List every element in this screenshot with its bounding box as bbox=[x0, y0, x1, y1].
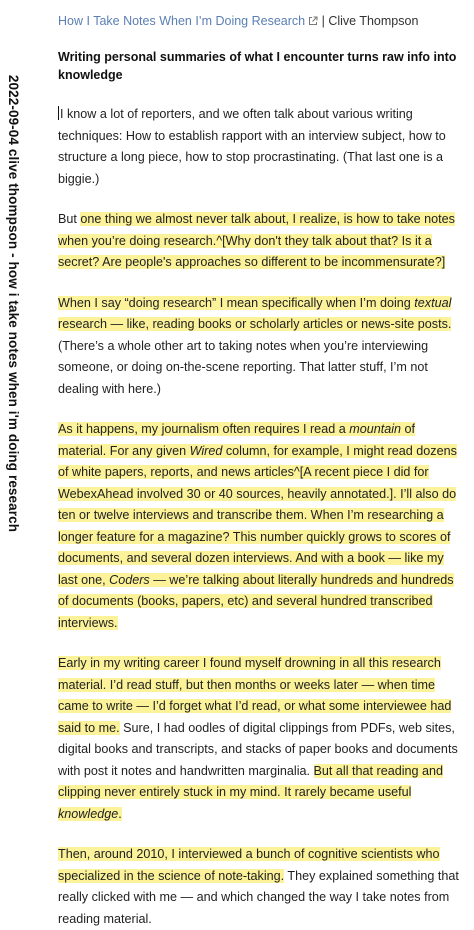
vertical-title-text: 2022-09-04 clive thompson - how i take notes when i'm doing research bbox=[6, 74, 22, 533]
highlight-text: — we’re talking about literally hundreds and hundreds of documents (books, papers, etc) and several hundred transcribed interviews. bbox=[58, 572, 454, 630]
highlight-text: research — like, reading books or scholarly articles or news-site posts. bbox=[58, 317, 452, 331]
paragraph-3 bbox=[58, 293, 464, 401]
paragraph-1 bbox=[58, 104, 464, 190]
emphasis-text: textual bbox=[414, 295, 452, 310]
paragraph-4 bbox=[58, 419, 464, 634]
paragraph-6-text: They explained something that really clicked with me — and which changed the way I take notes from reading material. bbox=[58, 868, 459, 926]
highlight: Then, around 2010, I interviewed a bunch of cognitive scientists who specialized in the science of note-taking. bbox=[58, 847, 440, 883]
highlight-text: of material. For any given bbox=[58, 422, 416, 458]
document-body bbox=[58, 0, 464, 930]
highlight-text: When I say “doing research” I mean specifically when I’m doing bbox=[58, 295, 415, 310]
highlight-text: . bbox=[118, 806, 122, 821]
text-cursor bbox=[58, 106, 59, 120]
paragraph-2-text: But bbox=[58, 212, 81, 226]
author-name: Clive Thompson bbox=[328, 14, 419, 28]
highlight-text: As it happens, my journalism often requires I read a bbox=[58, 422, 350, 436]
vertical-document-title bbox=[0, 0, 28, 607]
emphasis-text: Coders bbox=[109, 572, 150, 587]
emphasis-text: mountain bbox=[349, 422, 402, 436]
source-header bbox=[58, 12, 464, 30]
highlight-text: column, for example, I might read dozens of white papers, reports, and news articles^[A recent piece I did for WebexAhead involved 30 or 40 sources, heavily annotated.]. I’ll also do ten or twelve interviews and transcribe them. When I’m researching a longer feature for a magazine? This number quickly grows to scores of documents, and several dozen interviews. And with a book — like my last one, bbox=[58, 443, 457, 587]
emphasis-text: knowledge bbox=[58, 806, 119, 821]
article-subtitle: Writing personal summaries of what I encounter turns raw info into knowledge bbox=[58, 50, 457, 82]
emphasis-text: Wired bbox=[189, 443, 223, 458]
paragraph-6 bbox=[58, 844, 464, 930]
header-separator: | bbox=[318, 14, 329, 28]
highlight: Early in my writing career I found myself drowning in all this research material. I’d read stuff, but then months or weeks later — when time came to write — I’d forget what I’d read, or what some interviewee had said to me. bbox=[58, 656, 452, 735]
paragraph-3-text: (There’s a whole other art to taking notes when you’re interviewing someone, or doing on-the-scene reporting. That latter stuff, I’m not dealing with here.) bbox=[58, 338, 429, 396]
source-link[interactable]: How I Take Notes When I’m Doing Research bbox=[58, 14, 306, 28]
external-link-icon[interactable] bbox=[308, 16, 318, 26]
paragraph-2 bbox=[58, 209, 464, 274]
paragraph-5-text: Sure, I had oodles of digital clippings from PDFs, web sites, digital books and transcripts, and stacks of paper books and documents with post it notes and handwritten marginalia. bbox=[58, 720, 458, 778]
highlight-text: But all that reading and clipping never entirely stuck in my mind. It rarely became useful bbox=[58, 763, 444, 799]
highlight bbox=[58, 296, 451, 332]
paragraph-5 bbox=[58, 653, 464, 825]
highlight: one thing we almost never talk about, I realize, is how to take notes when you’re doing research.^[Why don't they talk about that? Is it a secret? Are people's approaches so different to be incommensurate?] bbox=[58, 212, 455, 269]
highlight bbox=[58, 422, 457, 630]
paragraph-1-text: I know a lot of reporters, and we often talk about various writing techniques: How to establish rapport with an interview subject, how to structure a long piece, how to stop procrastinating. (That last one is a biggie.) bbox=[58, 107, 446, 186]
